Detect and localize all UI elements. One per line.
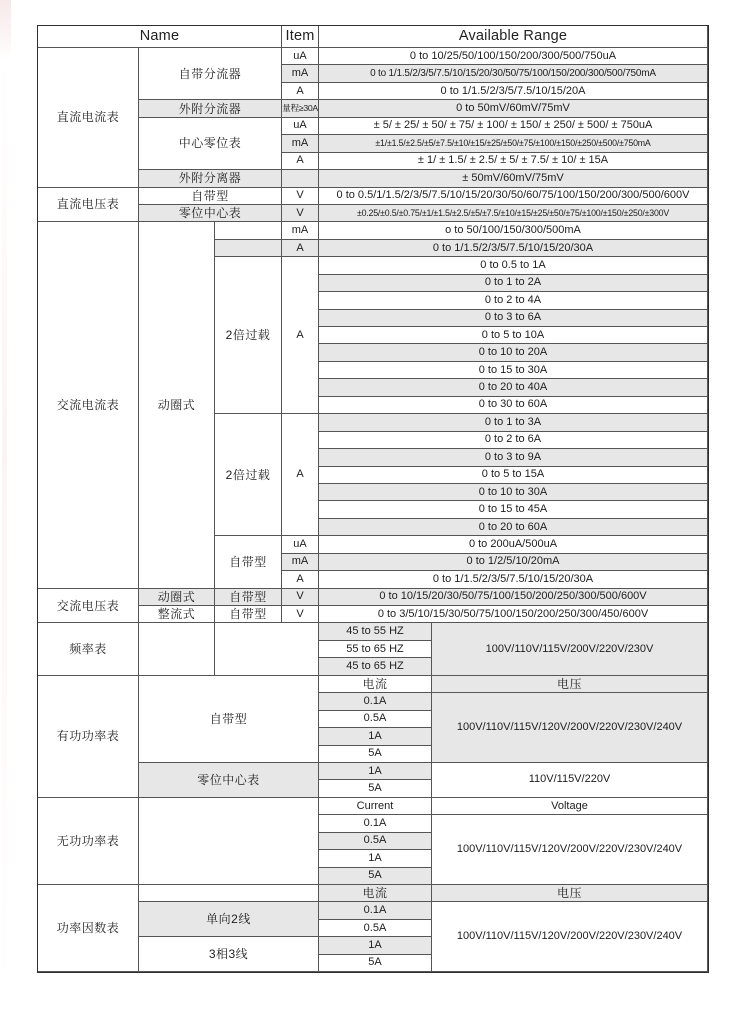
item-cell: mA xyxy=(282,135,319,152)
label-cell: 功率因数表 xyxy=(38,885,139,972)
range-cell: 0.5A xyxy=(319,711,432,728)
label-cell: 频率表 xyxy=(38,623,139,675)
range-cell: Voltage xyxy=(432,798,708,815)
range-cell: 5A xyxy=(319,955,432,972)
label-cell: 直流电压表 xyxy=(38,188,139,223)
item-cell: mA xyxy=(282,65,319,82)
label-cell: 交流电压表 xyxy=(38,589,139,624)
label-cell: 交流电流表 xyxy=(38,222,139,588)
item-cell: A xyxy=(282,414,319,536)
range-cell: 100V/110V/115V/120V/200V/220V/230V/240V xyxy=(432,902,708,972)
range-cell: Current xyxy=(319,798,432,815)
header-range: Available Range xyxy=(319,26,708,48)
item-cell: uA xyxy=(282,536,319,553)
range-cell: 0.1A xyxy=(319,815,432,832)
range-cell: 1A xyxy=(319,763,432,780)
range-cell: 100V/110V/115V/120V/200V/220V/230V/240V xyxy=(432,815,708,885)
label-cell: 动圈式 xyxy=(139,589,215,606)
range-cell: 0 to 2 to 4A xyxy=(319,292,708,309)
range-cell: 0 to 1/1.5/2/3/5/7.5/10/15/20/30A xyxy=(319,571,708,588)
range-cell: 0 to 10 to 30A xyxy=(319,484,708,501)
label-cell xyxy=(215,222,282,239)
item-cell: uA xyxy=(282,118,319,135)
range-cell: 0 to 5 to 10A xyxy=(319,327,708,344)
label-cell xyxy=(139,798,319,885)
range-cell: ±1/±1.5/±2.5/±5/±7.5/±10/±15/±25/±50/±75/±100/±150/±250/±500/±750mA xyxy=(319,135,708,152)
range-cell: 0 to 1 to 3A xyxy=(319,414,708,431)
item-cell: A xyxy=(282,240,319,257)
item-cell: A xyxy=(282,153,319,170)
page-edge-artifact xyxy=(0,0,11,60)
label-cell: 自带型 xyxy=(215,536,282,588)
label-cell xyxy=(215,623,319,675)
item-cell: V xyxy=(282,606,319,623)
range-cell: 0 to 10/15/20/30/50/75/100/150/200/250/300/500/600V xyxy=(319,589,708,606)
range-cell: 0 to 0.5 to 1A xyxy=(319,257,708,274)
item-cell: uA xyxy=(282,48,319,65)
label-cell: 自带分流器 xyxy=(139,48,282,100)
label-cell xyxy=(139,885,319,902)
range-cell: 0 to 2 to 6A xyxy=(319,432,708,449)
item-cell: V xyxy=(282,589,319,606)
range-cell: 5A xyxy=(319,746,432,763)
range-cell: 55 to 65 HZ xyxy=(319,641,432,658)
label-cell xyxy=(215,240,282,257)
range-cell: 电流 xyxy=(319,676,432,693)
range-cell: 0.1A xyxy=(319,902,432,919)
range-cell: ± 50mV/60mV/75mV xyxy=(319,170,708,187)
label-cell: 中心零位表 xyxy=(139,118,282,170)
range-cell: 0 to 10 to 20A xyxy=(319,344,708,361)
range-cell: 0 to 3/5/10/15/30/50/75/100/150/200/250/300/450/600V xyxy=(319,606,708,623)
label-cell: 外附分流器 xyxy=(139,100,282,117)
range-cell: 电压 xyxy=(432,676,708,693)
range-cell: 5A xyxy=(319,780,432,797)
range-cell: 0 to 15 to 45A xyxy=(319,501,708,518)
label-cell: 自带型 xyxy=(139,188,282,205)
item-cell: V xyxy=(282,205,319,222)
range-cell: 0 to 0.5/1/1.5/2/3/5/7.5/10/15/20/30/50/60/75/100/150/200/300/500/600V xyxy=(319,188,708,205)
range-cell: 45 to 55 HZ xyxy=(319,623,432,640)
range-cell: 0 to 20 to 60A xyxy=(319,519,708,536)
spec-table xyxy=(37,25,709,973)
item-cell: mA xyxy=(282,222,319,239)
label-cell xyxy=(139,623,215,675)
label-cell: 外附分离器 xyxy=(139,170,282,187)
range-cell: 1A xyxy=(319,937,432,954)
range-cell: 0 to 5 to 15A xyxy=(319,467,708,484)
range-cell: 100V/110V/115V/200V/220V/230V xyxy=(432,623,708,675)
range-cell: 110V/115V/220V xyxy=(432,763,708,798)
item-cell: 量程≥30A xyxy=(282,100,319,117)
range-cell: 0 to 1/1.5/2/3/5/7.5/10/15/20A xyxy=(319,83,708,100)
label-cell: 零位中心表 xyxy=(139,205,282,222)
label-cell: 无功功率表 xyxy=(38,798,139,885)
label-cell: 动圈式 xyxy=(139,222,215,588)
label-cell: 自带型 xyxy=(139,676,319,763)
range-cell: 电压 xyxy=(432,885,708,902)
label-cell: 有功功率表 xyxy=(38,676,139,798)
range-cell: 0 to 15 to 30A xyxy=(319,362,708,379)
item-cell: mA xyxy=(282,554,319,571)
label-cell: 自带型 xyxy=(215,606,282,623)
label-cell: 单向2线 xyxy=(139,902,319,937)
range-cell: 0 to 10/25/50/100/150/200/300/500/750uA xyxy=(319,48,708,65)
item-cell: A xyxy=(282,571,319,588)
range-cell: 0.5A xyxy=(319,920,432,937)
item-cell xyxy=(282,170,319,187)
label-cell: 自带型 xyxy=(215,589,282,606)
range-cell: 电流 xyxy=(319,885,432,902)
range-cell: 0 to 50mV/60mV/75mV xyxy=(319,100,708,117)
page-edge-artifact-faint xyxy=(2,60,7,990)
range-cell: 0 to 30 to 60A xyxy=(319,397,708,414)
label-cell: 2倍过载 xyxy=(215,257,282,414)
range-cell: o to 50/100/150/300/500mA xyxy=(319,222,708,239)
range-cell: ± 1/ ± 1.5/ ± 2.5/ ± 5/ ± 7.5/ ± 10/ ± 15A xyxy=(319,153,708,170)
item-cell: A xyxy=(282,257,319,414)
range-cell: 100V/110V/115V/120V/200V/220V/230V/240V xyxy=(432,693,708,763)
range-cell: 0 to 1/1.5/2/3/5/7.5/10/15/20/30/50/75/100/150/200/300/500/750mA xyxy=(319,65,708,82)
item-cell: A xyxy=(282,83,319,100)
label-cell: 直流电流表 xyxy=(38,48,139,188)
range-cell: 0 to 3 to 6A xyxy=(319,310,708,327)
range-cell: 0 to 1 to 2A xyxy=(319,275,708,292)
range-cell: 1A xyxy=(319,728,432,745)
range-cell: 0 to 3 to 9A xyxy=(319,449,708,466)
header-name: Name xyxy=(38,26,282,48)
range-cell: 1A xyxy=(319,850,432,867)
range-cell: 0 to 1/2/5/10/20mA xyxy=(319,554,708,571)
range-cell: ± 5/ ± 25/ ± 50/ ± 75/ ± 100/ ± 150/ ± 250/ ± 500/ ± 750uA xyxy=(319,118,708,135)
label-cell: 3相3线 xyxy=(139,937,319,972)
label-cell: 零位中心表 xyxy=(139,763,319,798)
header-item: Item xyxy=(282,26,319,48)
range-cell: 0.5A xyxy=(319,833,432,850)
range-cell: 0 to 20 to 40A xyxy=(319,379,708,396)
item-cell: V xyxy=(282,188,319,205)
range-cell: 45 to 65 HZ xyxy=(319,658,432,675)
range-cell: 0.1A xyxy=(319,693,432,710)
range-cell: 0 to 200uA/500uA xyxy=(319,536,708,553)
range-cell: ±0.25/±0.5/±0.75/±1/±1.5/±2.5/±5/±7.5/±10/±15/±25/±50/±75/±100/±150/±250/±300V xyxy=(319,205,708,222)
label-cell: 2倍过载 xyxy=(215,414,282,536)
range-cell: 0 to 1/1.5/2/3/5/7.5/10/15/20/30A xyxy=(319,240,708,257)
range-cell: 5A xyxy=(319,868,432,885)
label-cell: 整流式 xyxy=(139,606,215,623)
